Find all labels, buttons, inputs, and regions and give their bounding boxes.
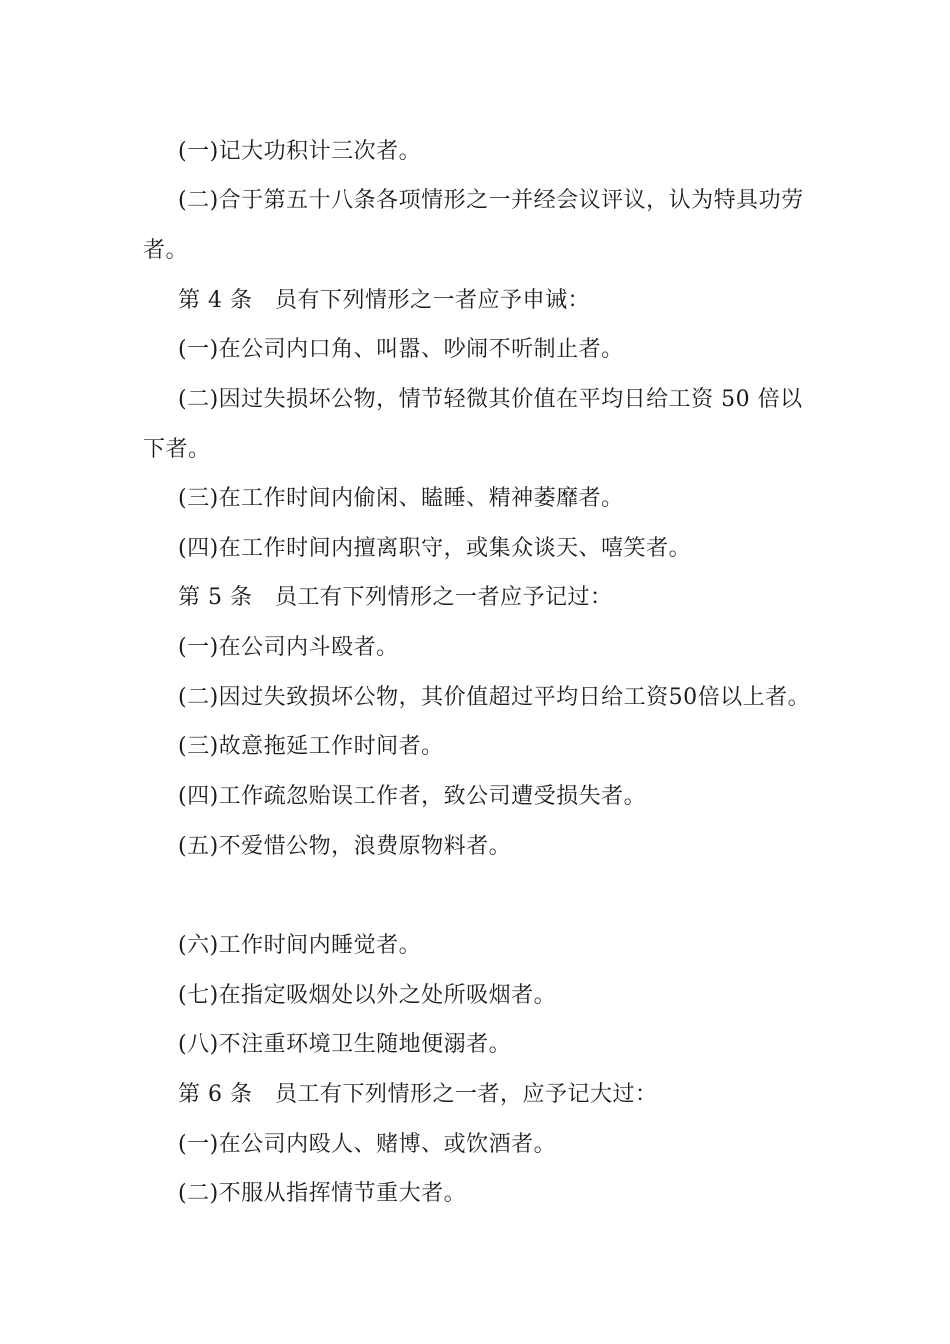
clause-item: (四)在工作时间内擅离职守，或集众谈天、嘻笑者。 — [178, 536, 692, 561]
article-heading: 第 5 条 员工有下列情形之一者应予记过： — [178, 585, 613, 610]
clause-item: (二)合于第五十八条各项情形之一并经会议评议，认为特具功劳 — [178, 188, 804, 213]
clause-item-continuation: 者。 — [143, 238, 189, 263]
article-heading: 第 6 条 员工有下列情形之一者，应予记大过： — [178, 1082, 658, 1107]
clause-item: (六)工作时间内睡觉者。 — [178, 933, 422, 958]
clause-item: (八)不注重环境卫生随地便溺者。 — [178, 1032, 512, 1057]
clause-item: (一)在公司内斗殴者。 — [178, 635, 399, 660]
clause-item: (三)故意拖延工作时间者。 — [178, 734, 444, 759]
clause-item: (一)记大功积计三次者。 — [178, 139, 422, 164]
clause-item: (一)在公司内口角、叫嚣、吵闹不听制止者。 — [178, 337, 624, 362]
article-heading: 第 4 条 员有下列情形之一者应予申诫： — [178, 288, 590, 313]
clause-item: (四)工作疏忽贻误工作者，致公司遭受损失者。 — [178, 784, 647, 809]
clause-item: (三)在工作时间内偷闲、瞌睡、精神萎靡者。 — [178, 486, 624, 511]
clause-item: (二)不服从指挥情节重大者。 — [178, 1181, 467, 1206]
clause-item: (二)因过失致损坏公物，其价值超过平均日给工资50倍以上者。 — [178, 685, 811, 710]
clause-item-continuation: 下者。 — [143, 437, 211, 462]
clause-item: (二)因过失损坏公物，情节轻微其价值在平均日给工资 50 倍以 — [178, 387, 803, 412]
clause-item: (七)在指定吸烟处以外之处所吸烟者。 — [178, 983, 557, 1008]
clause-item: (五)不爱惜公物，浪费原物料者。 — [178, 834, 512, 859]
clause-item: (一)在公司内殴人、赌博、或饮酒者。 — [178, 1132, 557, 1157]
